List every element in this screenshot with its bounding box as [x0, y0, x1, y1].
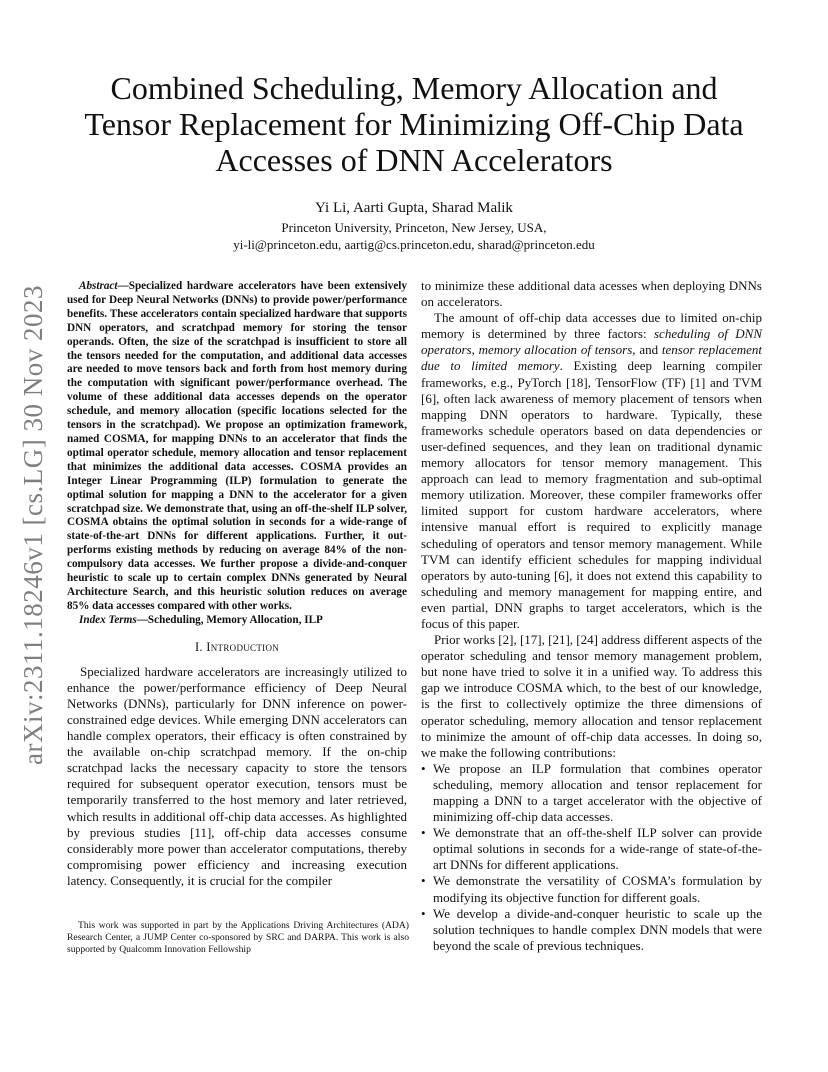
- index-terms-label: Index Terms: [79, 613, 137, 626]
- p2-text: , and: [632, 342, 662, 358]
- right-column: [421, 278, 762, 954]
- footnote: [67, 920, 409, 956]
- author-emails: yi-li@princeton.edu, aartig@cs.princeton.edu, sharad@princeton.edu: [233, 237, 595, 252]
- intro-paragraph-3: Prior works [2], [17], [21], [24] address different aspects of the operator scheduling and tensor memory management problem, but none have tried to solve it in a unified way. To address this gap we introduce COSMA which, to the best of our knowledge, is the first to collectively optimize the three dimensions of operator scheduling, memory allocation and tensor replacement to minimize the amount of off-chip data accesses. In doing so, we make the following contributions:: [421, 632, 762, 760]
- intro-paragraph-1-continued: to minimize these additional data acesses when deploying DNNs on accelerators.: [421, 278, 762, 310]
- abstract: [67, 280, 407, 614]
- arxiv-identifier: arXiv:2311.18246v1 [cs.LG] 30 Nov 2023: [18, 285, 48, 765]
- p2-text: The amount of off-chip data accesses due to limited on-chip memory is determined by three factors:: [421, 310, 762, 342]
- abstract-text: Specialized hardware accelerators have been extensively used for Deep Neural Networks (DNNs) to provide power/performance benefits. These accelerators contain specialized hardware that supports DNN operators, and scratchpad memory for storing the tensor operands. Often, the size of the scratchpad is insufficient to store all the tensors needed for the computation, and additional data accesses are needed to move tensors back and forth from host memory during the computation with significant power/performance overhead. The volume of these additional data accesses depends on the operator schedule, and memory allocation (specific locations selected for the tensors in the scratchpad). We propose an optimization framework, named COSMA, for mapping DNNs to an accelerator that finds the optimal operator schedule, memory allocation and tensor replacement that minimizes the additional data accesses. COSMA provides an Integer Linear Programming (ILP) formulation to generate the optimal solution for mapping a DNN to the accelerator for a given scratchpad size. We demonstrate that, using an off-the-shelf ILP solver, COSMA obtains the optimal solution in seconds for a wide-range of state-of-the-art DNNs for different applications. Further, it out-performs existing methods by reducing on average 84% of the non-compulsory data accesses. We further propose a divide-and-conquer heuristic to scale up to certain complex DNNs generated by Neural Architecture Search, and this heuristic solution reduces on average 85% data accesses compared with other works.: [67, 280, 407, 612]
- contribution-item: • We demonstrate the versatility of COSMA’s formulation by modifying its objective function for different goals.: [421, 873, 762, 905]
- affiliation: Princeton University, Princeton, New Jersey, USA,: [281, 220, 547, 235]
- index-terms-text: Scheduling, Memory Allocation, ILP: [147, 613, 323, 626]
- abstract-dash: —: [117, 280, 129, 292]
- index-terms-dash: —: [136, 613, 148, 626]
- p2-emphasis: tensor replacement due to limited memory: [421, 342, 762, 374]
- left-column: [67, 280, 407, 889]
- intro-paragraph-1: Specialized hardware accelerators are increasingly utilized to enhance the power/performance efficiency of Deep Neural Networks (DNNs), particularly for DNN inference on power-constrained edge devices. While emerging DNN accelerators can handle complex operators, their efficacy is often constrained by the available on-chip scratchpad memory. If the on-chip scratchpad lacks the necessary capacity to store the tensors required for subsequent operator execution, tensors must be temporarily transferred to the host memory and later retrieved, which results in additional off-chip data accesses. As highlighted by previous studies [11], off-chip data accesses consume considerably more power than accelerator computations, thereby compromising power efficiency and increasing execution latency. Consequently, it is crucial for the compiler: [67, 663, 407, 888]
- title-line: Tensor Replacement for Minimizing Off-Chip Data: [84, 106, 744, 142]
- p2-emphasis: scheduling of DNN operators: [421, 326, 762, 358]
- contribution-item: • We develop a divide-and-conquer heuristic to scale up the solution techniques to handle complex DNN models that were beyond the scale of previous techniques.: [421, 906, 762, 954]
- author-list: Yi Li, Aarti Gupta, Sharad Malik: [315, 200, 513, 216]
- p2-text: ,: [471, 342, 479, 358]
- contribution-item: • We demonstrate that an off-the-shelf ILP solver can provide optimal solutions in seconds for a wide-range of state-of-the-art DNNs for different applications.: [421, 825, 762, 873]
- p2-text: . Existing deep learning compiler frameworks, e.g., PyTorch [18], TensorFlow (TF) [1] and TVM [6], often lack awareness of memory placement of tensors when mapping DNN operators to hardware. Typically, these frameworks schedule operators based on data dependencies or user-defined sequences, and they lean on traditional dynamic memory allocators for tensor memory management. This approach can lead to memory fragmentation and sub-optimal memory utilization. Moreover, these compiler frameworks offer limited support for custom hardware accelerators, where intensive manual effort is required to explicitly manage scheduling of operators and tensor memory management. While TVM can identify efficient schedules for mapping individual operators by auto-tuning [6], it does not extend this capability to scheduling and memory management for mapping entire, and even partial, DNN graphs to target accelerators, which is the focus of this paper.: [421, 358, 762, 631]
- funding-note: This work was supported in part by the Applications Driving Architectures (ADA) Research Center, a JUMP Center co-sponsored by SRC and DARPA. This work is also supported by Qualcomm Innovation Fellowship: [67, 920, 409, 955]
- title-line: Combined Scheduling, Memory Allocation and: [110, 70, 718, 106]
- paper-title: [60, 70, 768, 178]
- intro-paragraph-2: [421, 310, 762, 632]
- contribution-item: • We propose an ILP formulation that combines operator scheduling, memory allocation and tensor replacement for mapping a DNN to a target accelerator with the objective of minimizing off-chip data accesses.: [421, 761, 762, 825]
- section-heading-introduction: [67, 640, 407, 655]
- index-terms: [67, 614, 407, 628]
- section-number: I.: [194, 639, 203, 654]
- title-line: Accesses of DNN Accelerators: [215, 142, 613, 178]
- abstract-label: Abstract: [79, 280, 118, 292]
- contributions-list: [421, 761, 762, 954]
- section-title: Introduction: [206, 639, 280, 654]
- p2-emphasis: memory allocation of tensors: [478, 342, 633, 358]
